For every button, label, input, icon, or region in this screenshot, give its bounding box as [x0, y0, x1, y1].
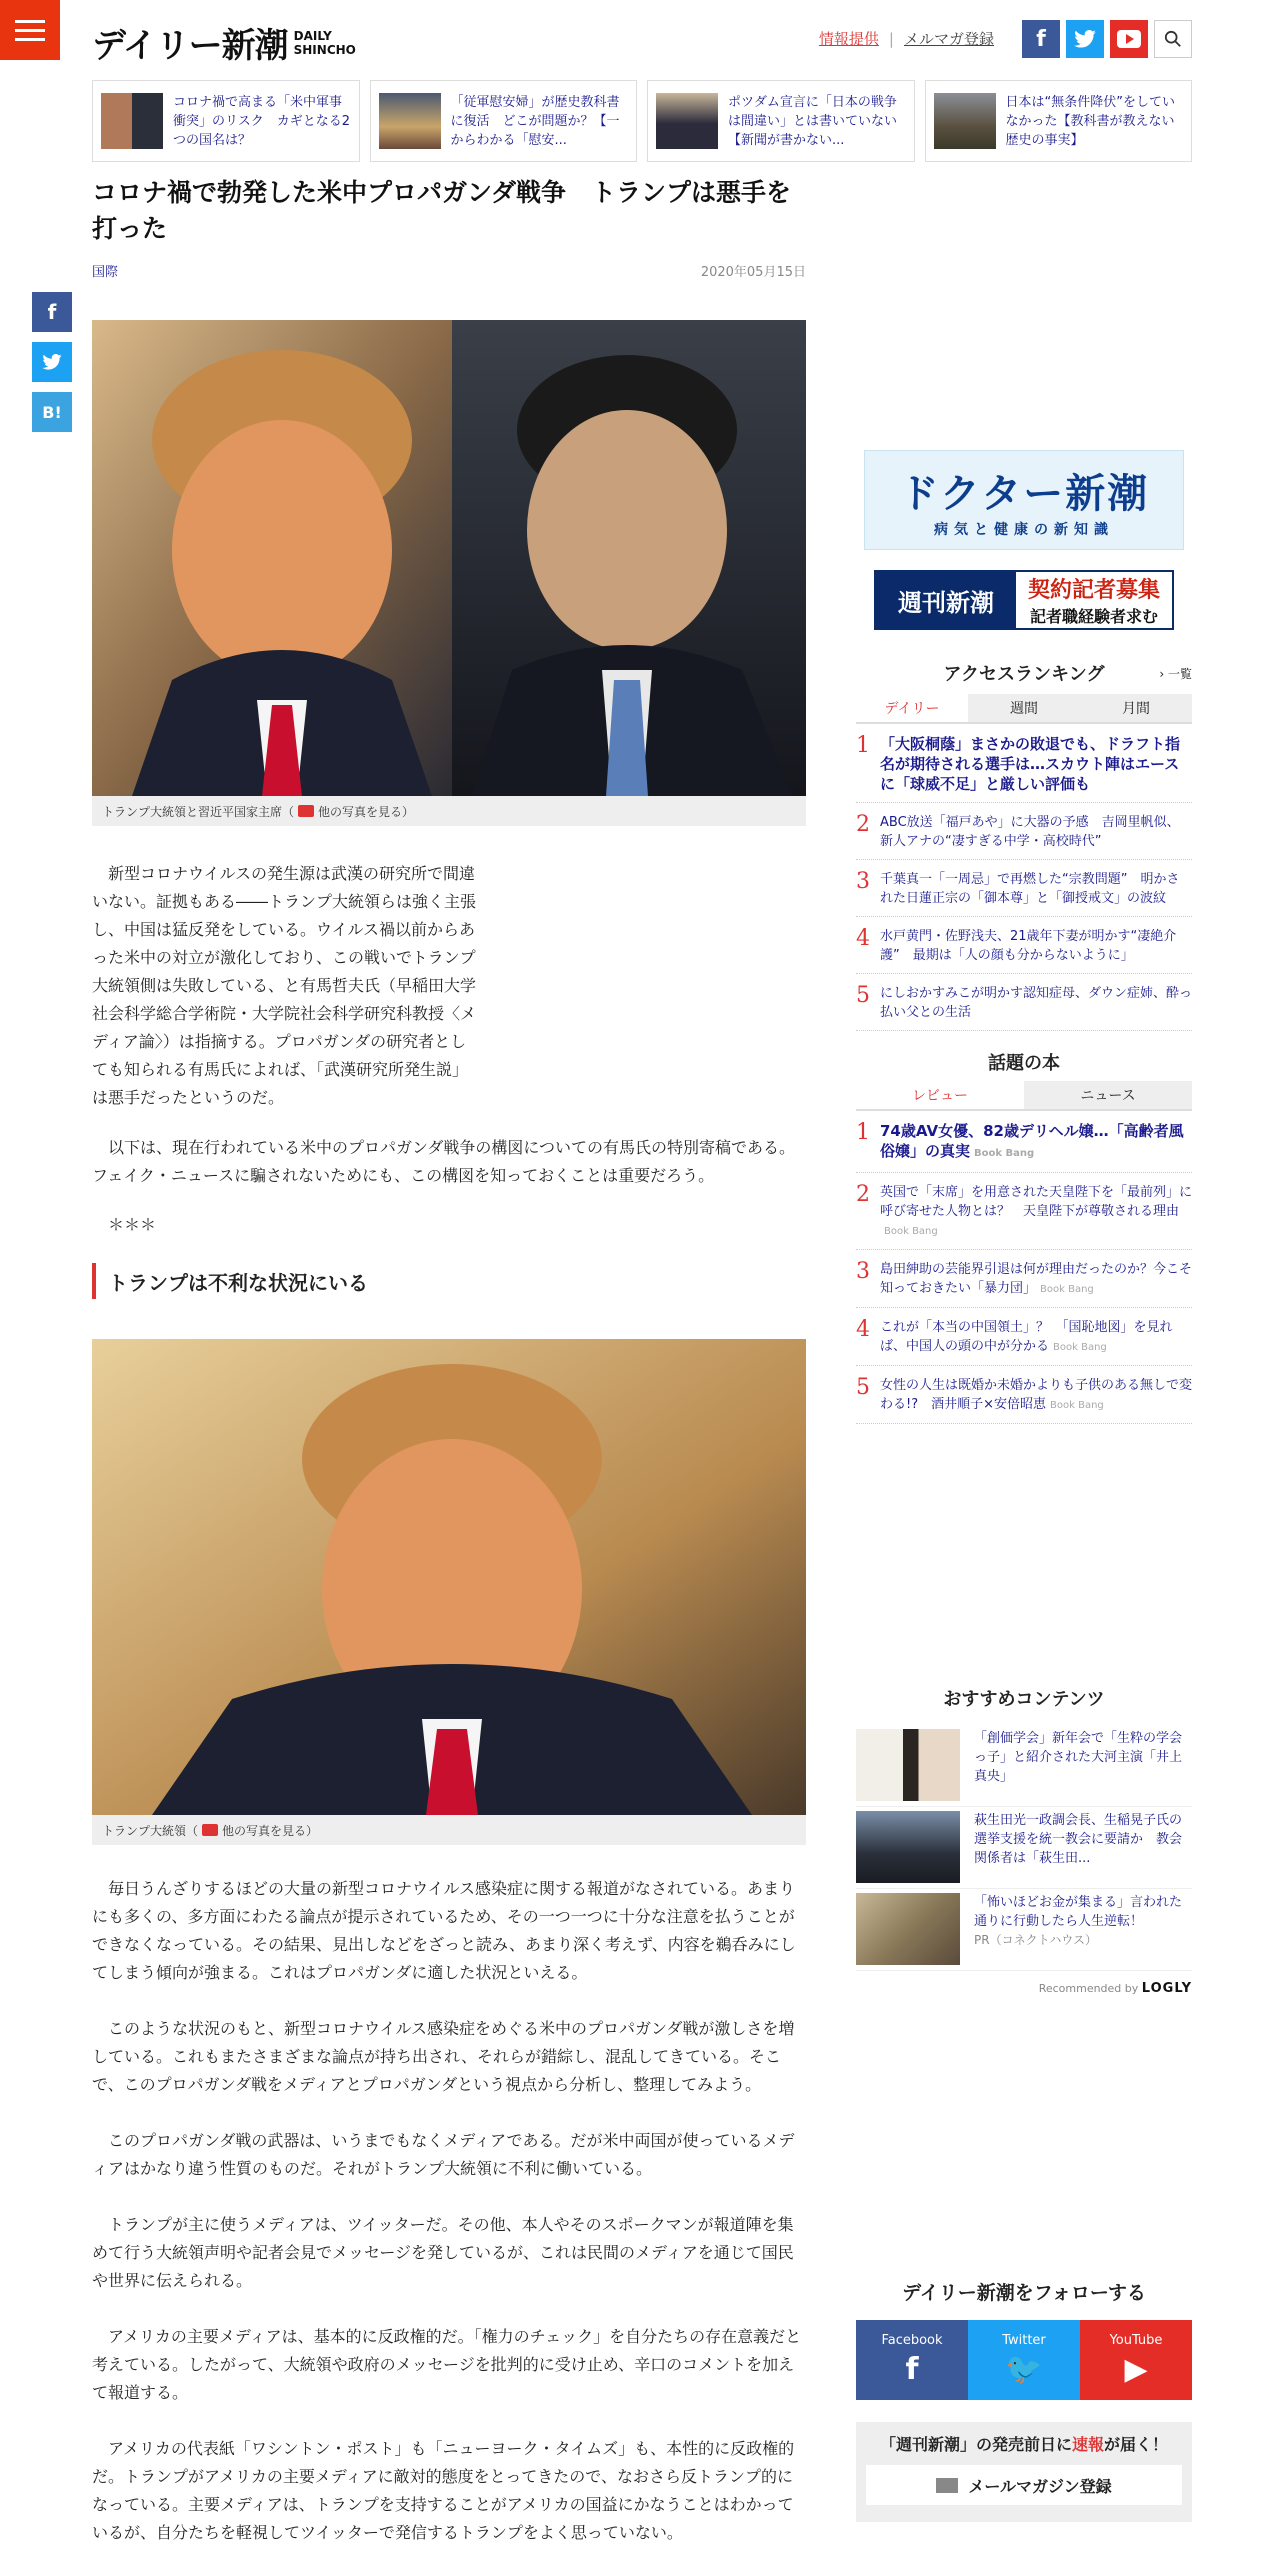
newsletter-register-button[interactable] [866, 2465, 1182, 2505]
share-hatena-icon[interactable]: B! [32, 392, 72, 432]
rank-number: 5 [856, 1375, 870, 1400]
recommended-item-title: 萩生田光一政調会長、生稲晃子氏の選挙支援を統一教会に要請か 教会関係者は「萩生田... [974, 1813, 1183, 1866]
search-icon[interactable] [1154, 20, 1192, 58]
ranking-all-label: 一覧 [1167, 666, 1192, 681]
ad-weekly-line1: 契約記者募集 [1027, 578, 1160, 603]
photo-trump [92, 1339, 806, 1815]
newsletter-button-label: メールマガジン登録 [968, 2476, 1112, 2496]
related-thumbnail [101, 93, 163, 149]
logly-logo: LOGLY [1141, 1981, 1192, 1996]
ranking-all-link[interactable] [1159, 665, 1192, 682]
article-meta [92, 261, 806, 280]
books-tabs [856, 1081, 1192, 1111]
related-thumbnail [934, 93, 996, 149]
article-paragraph: このプロパガンダ戦の武器は、いうまでもなくメディアである。だが米中両国が使っているメディアはかなり違う性質のものだ。それがトランプ大統領に不利に働いている。 [92, 2131, 795, 2178]
book-title [880, 1318, 1192, 1357]
follow-youtube-button[interactable] [1080, 2320, 1192, 2400]
related-article-title: ポツダム宣言に「日本の戦争は間違い」とは書いていない【新聞が書かない... [728, 94, 898, 148]
logly-credit [856, 1981, 1192, 1996]
ranking-list [856, 724, 1192, 1031]
ad-doctor-title: ドクター新潮 [898, 470, 1150, 517]
section-divider: ＊＊＊ [108, 1215, 157, 1234]
rank-number: 2 [856, 1182, 870, 1207]
ranking-item[interactable] [856, 724, 1192, 803]
book-title-text: 島田紳助の芸能界引退は何が理由だったのか？今こそ知っておきたい「暴力団」 [880, 1262, 1193, 1296]
article-paragraph: アメリカの主要メディアは、基本的に反政権的だ。「権力のチェック」を自分たちの存在意義だと考えている。したがって、大統領や政府のメッセージを批判的に受け止め、辛口のコメントを加えて報道する。 [92, 2327, 802, 2402]
tab-daily[interactable]: デイリー [856, 694, 968, 722]
logo-en-line1: DAILY [293, 28, 332, 43]
related-articles [92, 80, 1192, 162]
book-item[interactable] [856, 1366, 1192, 1424]
recommended-item[interactable] [856, 1889, 1192, 1971]
camera-icon [202, 1824, 218, 1836]
logo-text-ja: デイリー新潮 [92, 26, 288, 66]
related-article-title: コロナ禍で高まる「米中軍事衝突」のリスク カギとなる2つの国名は？ [173, 94, 351, 148]
rank-number: 3 [856, 1259, 870, 1284]
book-title [880, 1260, 1192, 1299]
ranking-item[interactable] [856, 803, 1192, 860]
logo-text-en [294, 29, 356, 57]
ranking-item[interactable] [856, 917, 1192, 974]
ad-weekly-logo: 週刊新潮 [876, 572, 1016, 628]
tab-monthly[interactable]: 月間 [1080, 694, 1192, 722]
caption-text: トランプ大統領（ [102, 1823, 199, 1838]
newsletter-text-pre: 「週刊新潮」の発売前日に [879, 2435, 1072, 2454]
rank-title: 千葉真一「一周忌」で再燃した“宗教問題” 明かされた日蓮正宗の「御本尊」と「御授戒文」の波紋 [880, 872, 1180, 906]
facebook-icon[interactable]: f [1022, 20, 1060, 58]
book-source: Book Bang [1050, 1400, 1104, 1411]
caption-text: トランプ大統領と習近平国家主席（ [102, 804, 295, 819]
related-article-item[interactable] [647, 80, 915, 162]
photo-trump-xi [92, 320, 806, 796]
newsletter-box [856, 2422, 1192, 2522]
book-title [880, 1376, 1192, 1415]
book-title-text: 女性の人生は既婚か未婚かよりも子供のある無しで変わる!? 酒井順子×安倍昭恵 [880, 1378, 1193, 1412]
follow-buttons [856, 2320, 1192, 2400]
tab-weekly[interactable]: 週間 [968, 694, 1080, 722]
recommended-item-title-text: 「怖いほどお金が集まる」言われた通りに行動したら人生逆転！ [974, 1895, 1183, 1929]
books-title: 話題の本 [988, 1053, 1060, 1074]
rank-title: ABC放送「福戸あや」に大器の予感 吉岡里帆似、新人アナの“凄すぎる中学・高校時代” [880, 815, 1180, 849]
ranking-tabs [856, 694, 1192, 724]
article [92, 175, 806, 2547]
related-article-title: 「従軍慰安婦」が歴史教科書に復活 どこが問題か？【一からわかる「慰安... [450, 94, 620, 148]
header-links [819, 28, 994, 49]
follow-label: Twitter [1002, 2333, 1046, 2348]
article-photo-main[interactable] [92, 320, 806, 796]
share-buttons [32, 292, 72, 432]
newsletter-link[interactable]: メルマガ登録 [903, 30, 994, 48]
photo-caption [92, 796, 806, 826]
share-twitter-icon[interactable] [32, 342, 72, 382]
article-paragraph: 以下は、現在行われている米中のプロパガンダ戦争の構図についての有馬氏の特別寄稿である。フェイク・ニュースに騙されないためにも、この構図を知っておくことは重要だろう。 [92, 1138, 796, 1185]
article-paragraph: トランプが主に使うメディアは、ツイッターだ。その他、本人やそのスポークマンが報道陣を集めて行う大統領声明や記者会見でメッセージを発しているが、これは民間のメディアを通じて国民や世界に伝えられる。 [92, 2215, 794, 2290]
twitter-icon: 🐦 [1005, 2352, 1043, 2387]
book-title [880, 1121, 1192, 1164]
facebook-icon: f [905, 2352, 919, 2387]
recommended-thumbnail [856, 1729, 960, 1801]
menu-bar-icon [15, 38, 45, 41]
book-source: Book Bang [974, 1148, 1035, 1159]
newsletter-text-post: が届く！ [1104, 2435, 1169, 2454]
follow-label: YouTube [1109, 2333, 1163, 2348]
article-photo-trump[interactable] [92, 1339, 806, 1815]
camera-icon [298, 805, 314, 817]
chevron-right-icon: › [1159, 666, 1168, 681]
recommended-thumbnail [856, 1893, 960, 1965]
menu-bar-icon [15, 29, 45, 32]
ad-doctor-subtitle: 病気と健康の新知識 [934, 521, 1114, 538]
newsletter-text [866, 2432, 1182, 2455]
follow-twitter-button[interactable] [968, 2320, 1080, 2400]
article-paragraph: 毎日うんざりするほどの大量の新型コロナウイルス感染症に関する報道がなされている。あまりにも多くの、多方面にわたる論点が提示されているため、その一つ一つに十分な注意を払うことができなくなっている。その結果、見出しなどをざっと読み、あまり深く考えず、内容を鵜呑みにしてしまう傾向が強まる。これはプロパガンダに適した状況といえる。 [92, 1879, 796, 1982]
ad-weekly-recruit[interactable] [874, 570, 1174, 630]
rank-number: 5 [856, 983, 870, 1008]
newsletter-text-highlight: 速報 [1071, 2435, 1104, 2454]
photo-caption [92, 1815, 806, 1845]
book-item[interactable] [856, 1111, 1192, 1173]
site-logo[interactable] [92, 18, 356, 67]
header-social [1022, 20, 1192, 58]
ranking-item[interactable] [856, 860, 1192, 917]
rank-number: 1 [856, 733, 870, 758]
ad-doctor-shincho[interactable] [864, 450, 1184, 550]
ranking-item[interactable] [856, 974, 1192, 1031]
follow-facebook-button[interactable] [856, 2320, 968, 2400]
article-category[interactable]: 国際 [92, 265, 119, 280]
recommended-item[interactable] [856, 1807, 1192, 1889]
book-title-text: 英国で「末席」を用意された天皇陛下を「最前列」に呼び寄せた人物とは？ 天皇陛下が尊敬される理由 [880, 1185, 1193, 1219]
related-article-title: 日本は“無条件降伏”をしていなかった【教科書が教えない歴史の事実】 [1005, 94, 1175, 148]
youtube-icon: ▶ [1124, 2352, 1148, 2387]
logly-text: Recommended by [1038, 1982, 1139, 1995]
book-title [880, 1183, 1192, 1241]
article-paragraph: アメリカの代表紙「ワシントン・ポスト」も「ニューヨーク・タイムズ」も、本性的に反政権的だ。トランプがアメリカの主要メディアに敵対的態度をとってきたので、なおさら反トランプ的になっている。主要メディアは、トランプを支持することがアメリカの国益にかなうことはわかっているが、自分たちを軽視してツイッターで発信するトランプをよく思っていない。 [92, 2439, 795, 2542]
book-source: Book Bang [884, 1226, 938, 1237]
book-item[interactable] [856, 1250, 1192, 1308]
menu-button[interactable] [0, 0, 60, 60]
recommended-item-title: 「創価学会」新年会で「生粋の学会っ子」と紹介された大河主演「井上真央」 [974, 1731, 1183, 1784]
recommended-item[interactable] [856, 1725, 1192, 1807]
twitter-icon[interactable] [1066, 20, 1104, 58]
recommended-item-title [974, 1893, 1192, 1966]
book-source: Book Bang [1053, 1342, 1107, 1353]
rank-number: 4 [856, 926, 870, 951]
related-thumbnail [656, 93, 718, 149]
more-photos-link[interactable]: 他の写真を見る） [222, 1823, 319, 1838]
tab-review[interactable]: レビュー [856, 1081, 1024, 1109]
info-link[interactable]: 情報提供 [818, 30, 879, 48]
rank-number: 3 [856, 869, 870, 894]
book-title-text: これが「本当の中国領土」？ 「国恥地図」を見れば、中国人の頭の中が分かる [880, 1320, 1173, 1354]
article-paragraph: 新型コロナウイルスの発生源は武漢の研究所で間違いない。証拠もある――トランプ大統領らは強く主張し、中国は猛反発をしている。ウイルス禍以前からあった米中の対立が激化しており、この戦いでトランプ大統領側は失敗している、と有馬哲夫氏（早稲田大学社会科学総合学術院・大学院社会科学研究科教授〈メディア論〉）は指摘する。プロパガンダの研究者としても知られる有馬氏によれば、「武漢研究所発生説」は悪手だったというのだ。 [92, 864, 477, 1107]
books-list [856, 1111, 1192, 1424]
article-date: 2020年05月15日 [700, 265, 806, 280]
envelope-icon [936, 2478, 958, 2493]
rank-number: 1 [856, 1120, 870, 1145]
ranking-title: アクセスランキング [943, 664, 1105, 685]
recommended-thumbnail [856, 1811, 960, 1883]
follow-title: デイリー新潮をフォローする [902, 2282, 1146, 2304]
related-article-item[interactable] [370, 80, 638, 162]
tab-news[interactable]: ニュース [1024, 1081, 1192, 1109]
logo-en-line2: SHINCHO [293, 42, 356, 57]
ad-weekly-text [1016, 572, 1172, 628]
rank-number: 2 [856, 812, 870, 837]
rank-title: 「大阪桐蔭」まさかの敗退でも、ドラフト指名が期待される選手は…スカウト陣はエースに「球威不足」と厳しい評価も [880, 735, 1181, 793]
article-subheading: トランプは不利な状況にいる [92, 1263, 806, 1299]
related-article-item[interactable] [925, 80, 1193, 162]
rank-title: にしおかすみこが明かす認知症母、ダウン症姉、酔っ払い父との生活 [880, 986, 1193, 1020]
related-thumbnail [379, 93, 441, 149]
follow-label: Facebook [881, 2333, 943, 2348]
pr-label: PR（コネクトハウス） [974, 1933, 1097, 1947]
article-title: コロナ禍で勃発した米中プロパガンダ戦争 トランプは悪手を打った [92, 178, 792, 243]
article-paragraph: このような状況のもと、新型コロナウイルス感染症をめぐる米中のプロパガンダ戦が激しさを増している。これもまたさまざまな論点が持ち出され、それらが錯綜し、混乱してきている。そこで、このプロパガンダ戦をメディアとプロパガンダという視点から分析し、整理してみよう。 [92, 2019, 795, 2094]
book-title-text: 74歳AV女優、82歳デリヘル嬢…「高齢者風俗嬢」の真実 [880, 1122, 1184, 1160]
header-separator: | [888, 29, 894, 48]
sidebar [856, 450, 1192, 1424]
recommended-title: おすすめコンテンツ [943, 1689, 1105, 1710]
rank-title: 水戸黄門・佐野浅夫、21歳年下妻が明かす“凄絶介護” 最期は「人の顔も分からないように」 [880, 929, 1177, 963]
menu-bar-icon [15, 20, 45, 23]
related-article-item[interactable] [92, 80, 360, 162]
book-item[interactable] [856, 1173, 1192, 1250]
book-item[interactable] [856, 1308, 1192, 1366]
rank-number: 4 [856, 1317, 870, 1342]
recommended-list [856, 1725, 1192, 1996]
youtube-icon[interactable] [1110, 20, 1148, 58]
ad-weekly-line2: 記者職経験者求む [1029, 607, 1158, 626]
ranking-header [856, 658, 1192, 688]
book-source: Book Bang [1040, 1284, 1094, 1295]
share-facebook-icon[interactable]: f [32, 292, 72, 332]
more-photos-link[interactable]: 他の写真を見る） [318, 804, 415, 819]
